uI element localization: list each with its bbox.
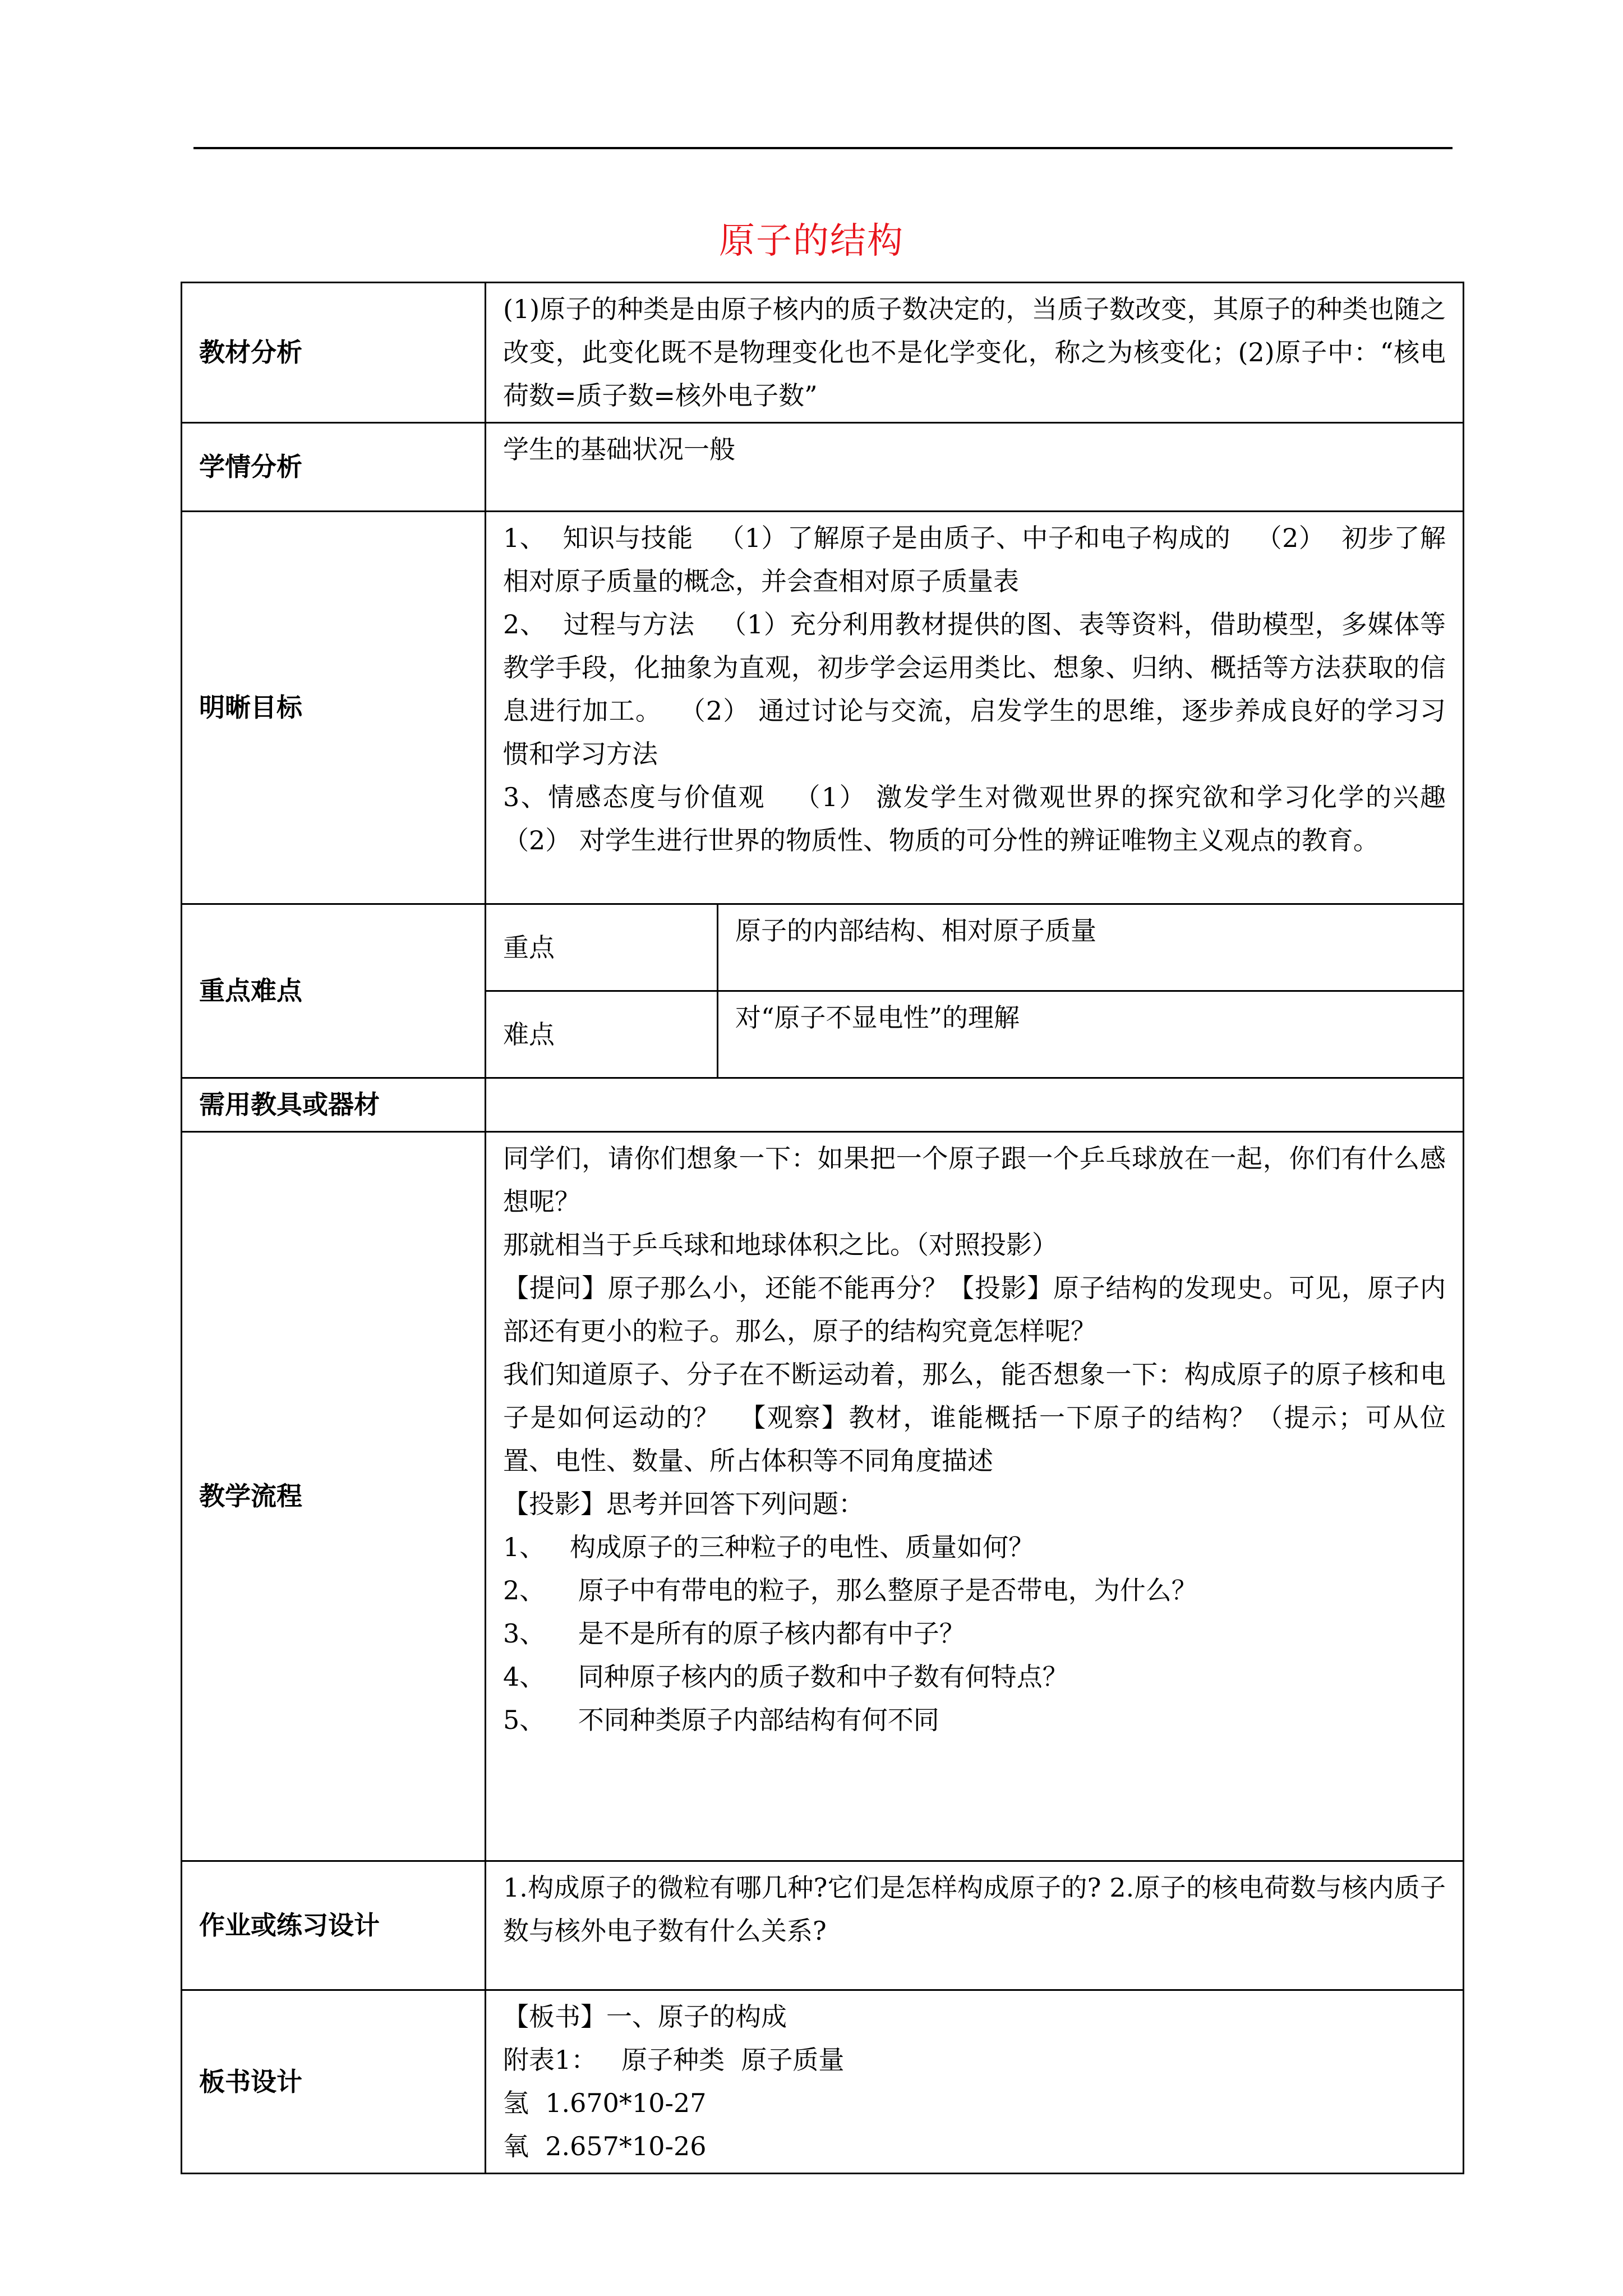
equipment-content	[486, 1078, 1464, 1132]
process-question: 2、 原子中有带电的粒子，那么整原子是否带电，为什么？	[503, 1575, 1197, 1605]
goal-item: 3、情感态度与价值观 （1） 激发学生对微观世界的探究欲和学习化学的兴趣 （2） 对学生进行世界的物质性、物质的可分性的辨证唯物主义观点的教育。	[503, 782, 1463, 855]
focus-label: 重点	[486, 904, 718, 991]
row-students	[182, 423, 1464, 512]
difficulty-content: 对“原子不显电性”的理解	[718, 991, 1464, 1078]
goals-content	[486, 512, 1464, 904]
row-label-students: 学情分析	[182, 423, 486, 512]
board-line: 氧 2.657*10-26	[503, 2131, 707, 2161]
page-title: 原子的结构	[719, 220, 904, 262]
board-content	[486, 1990, 1464, 2174]
process-question: 1、 构成原子的三种粒子的电性、质量如何？	[503, 1532, 1035, 1562]
row-label-material: 教材分析	[182, 283, 486, 423]
board-line: 【板书】一、原子的构成	[503, 2001, 787, 2032]
process-line: 我们知道原子、分子在不断运动着，那么，能否想象一下：构成原子的原子核和电子是如何运动的？ 【观察】教材，谁能概括一下原子的结构？（提示；可从位置、电性、数量、所占体积等不同角度描述	[503, 1359, 1446, 1476]
row-label-board: 板书设计	[182, 1990, 486, 2174]
board-line: 附表1： 原子种类 原子质量	[503, 2045, 845, 2075]
row-focus	[182, 904, 1464, 991]
row-material	[182, 283, 1464, 423]
process-line: 【提问】原子那么小，还能不能再分？【投影】原子结构的发现史。可见，原子内部还有更小的粒子。那么，原子的结构究竟怎样呢？	[503, 1273, 1446, 1346]
focus-content: 原子的内部结构、相对原子质量	[718, 904, 1464, 991]
row-label-homework: 作业或练习设计	[182, 1861, 486, 1990]
header-rule	[193, 147, 1453, 149]
process-line: 同学们，请你们想象一下：如果把一个原子跟一个乒乓球放在一起，你们有什么感想呢？	[503, 1143, 1446, 1217]
process-question: 5、 不同种类原子内部结构有何不同	[503, 1705, 939, 1735]
material-content: (1)原子的种类是由原子核内的质子数决定的，当质子数改变，其原子的种类也随之改变，此变化既不是物理变化也不是化学变化，称之为核变化；(2)原子中：“核电荷数=质子数=核外电子数”	[486, 283, 1464, 423]
row-homework	[182, 1861, 1464, 1990]
process-content	[486, 1132, 1464, 1861]
lesson-plan-table	[181, 282, 1464, 2174]
row-label-keypoints: 重点难点	[182, 904, 486, 1078]
homework-content: 1.构成原子的微粒有哪几种?它们是怎样构成原子的? 2.原子的核电荷数与核内质子数与核外电子数有什么关系?	[486, 1861, 1464, 1990]
process-line: 【投影】思考并回答下列问题：	[503, 1489, 864, 1519]
goal-item: 2、 过程与方法 （1）充分利用教材提供的图、表等资料，借助模型，多媒体等教学手段，化抽象为直观，初步学会运用类比、想象、归纳、概括等方法获取的信息进行加工。 （2） 通过讨论与交流，启发学生的思维，逐步养成良好的学习习惯和学习方法	[503, 609, 1446, 769]
row-label-goals: 明晰目标	[182, 512, 486, 904]
row-equipment	[182, 1078, 1464, 1132]
row-label-equipment: 需用教具或器材	[182, 1078, 486, 1132]
row-process	[182, 1132, 1464, 1861]
process-question: 3、 是不是所有的原子核内都有中子？	[503, 1618, 965, 1649]
board-line: 氢 1.670*10-27	[503, 2088, 707, 2118]
row-board	[182, 1990, 1464, 2174]
process-line: 那就相当于乒乓球和地球体积之比。（对照投影）	[503, 1230, 1058, 1260]
row-goals	[182, 512, 1464, 904]
process-question: 4、 同种原子核内的质子数和中子数有何特点？	[503, 1662, 1068, 1692]
goal-item: 1、 知识与技能 （1）了解原子是由质子、中子和电子构成的 （2） 初步了解相对原子质量的概念，并会查相对原子质量表	[503, 523, 1446, 596]
difficulty-label: 难点	[486, 991, 718, 1078]
row-label-process: 教学流程	[182, 1132, 486, 1861]
students-content: 学生的基础状况一般	[486, 423, 1464, 512]
